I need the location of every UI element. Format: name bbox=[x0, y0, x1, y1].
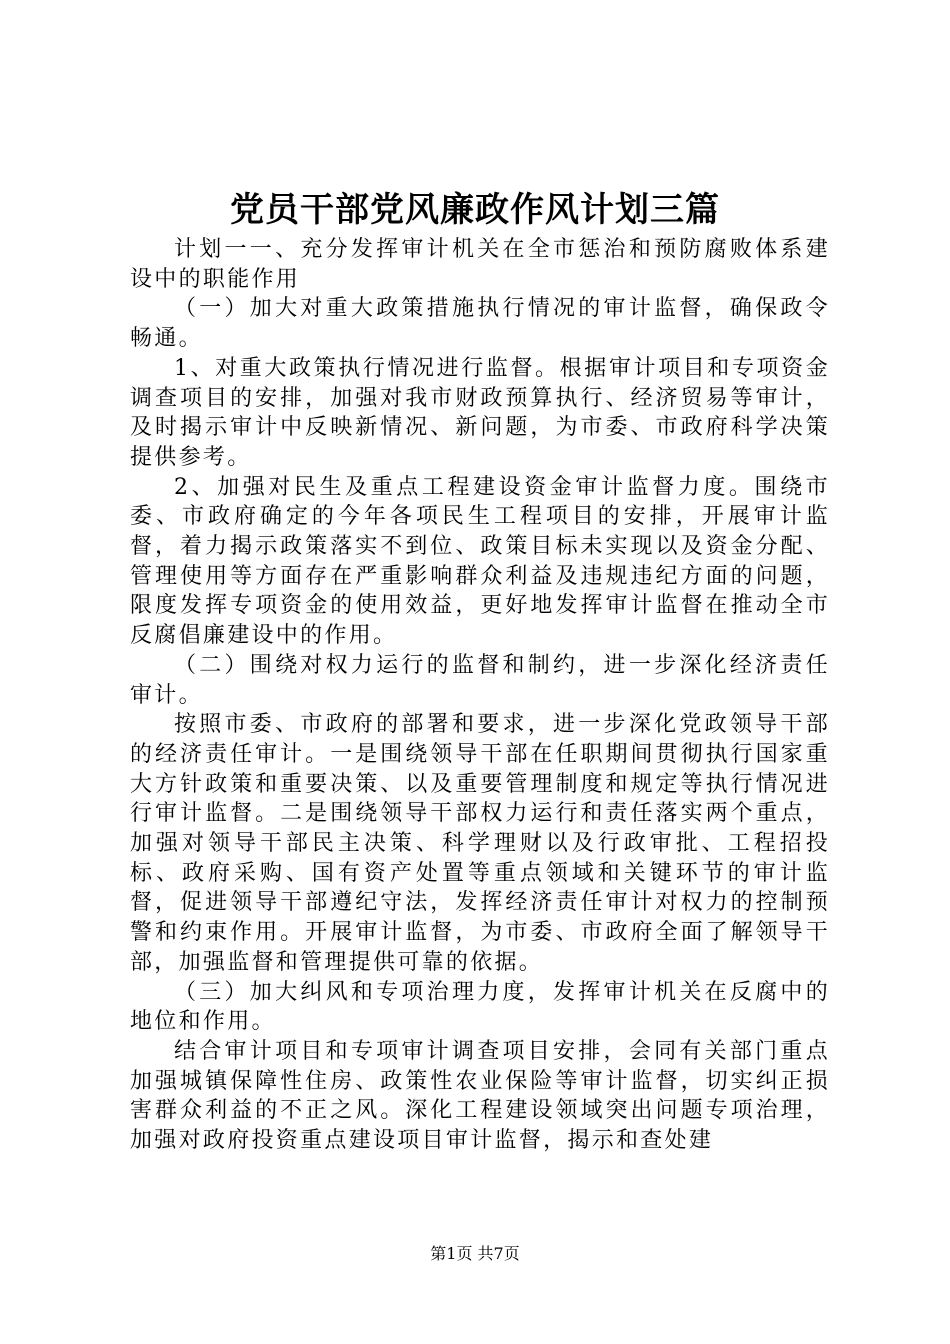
paragraph: 2、加强对民生及重点工程建设资金审计监督力度。围绕市委、市政府确定的今年各项民生工程项目的安排，开展审计监督，着力揭示政策落实不到位、政策目标未实现以及资金分配、管理使用等方面存在严重影响群众利益及违规违纪方面的问题，限度发挥专项资金的使用效益，更好地发挥审计监督在推动全市反腐倡廉建设中的作用。 bbox=[130, 474, 830, 649]
paragraph: 1、对重大政策执行情况进行监督。根据审计项目和专项资金调查项目的安排，加强对我市财政预算执行、经济贸易等审计，及时揭示审计中反映新情况、新问题，为市委、市政府科学决策提供参考。 bbox=[130, 355, 830, 470]
paragraph: 结合审计项目和专项审计调查项目安排，会同有关部门重点加强城镇保障性住房、政策性农业保险等审计监督，切实纠正损害群众利益的不正之风。深化工程建设领域突出问题专项治理，加强对政府投资重点建设项目审计监督，揭示和查处建 bbox=[130, 1038, 830, 1154]
paragraph: 计划一一、充分发挥审计机关在全市惩治和预防腐败体系建设中的职能作用 bbox=[130, 237, 830, 292]
paragraph: （二）围绕对权力运行的监督和制约，进一步深化经济责任审计。 bbox=[130, 652, 830, 708]
paragraph: （三）加大纠风和专项治理力度，发挥审计机关在反腐中的地位和作用。 bbox=[130, 979, 830, 1035]
document-body bbox=[130, 235, 830, 1156]
document-title: 党员干部党风廉政作风计划三篇 bbox=[230, 190, 720, 230]
page-number-footer: 第1页 共7页 bbox=[430, 1244, 520, 1263]
paragraph: 按照市委、市政府的部署和要求，进一步深化党政领导干部的经济责任审计。一是围绕领导干部在任职期间贯彻执行国家重大方针政策和重要决策、以及重要管理制度和规定等执行情况进行审计监督。二是围绕领导干部权力运行和责任落实两个重点，加强对领导干部民主决策、科学理财以及行政审批、工程招投标、政府采购、国有资产处置等重点领域和关键环节的审计监督，促进领导干部遵纪守法，发挥经济责任审计对权力的控制预警和约束作用。开展审计监督，为市委、市政府全面了解领导干部，加强监督和管理提供可靠的依据。 bbox=[130, 712, 830, 975]
paragraph: （一）加大对重大政策措施执行情况的审计监督，确保政令畅通。 bbox=[130, 296, 830, 352]
